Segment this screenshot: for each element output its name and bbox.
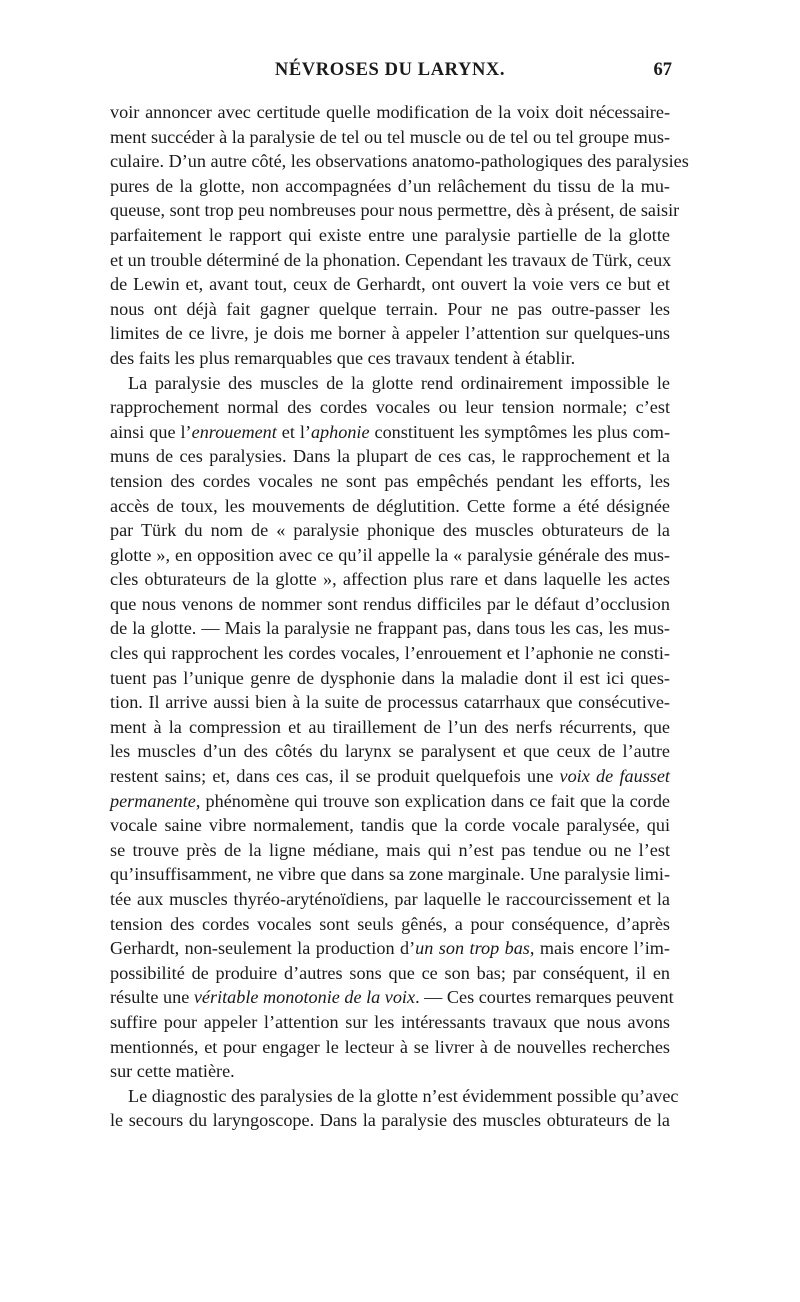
- text-line: [110, 936, 670, 961]
- text-line: se trouve près de la ligne médiane, mais qui n’est pas tendue ou ne l’est: [110, 839, 670, 860]
- text-span: . — Ces courtes remarques peuvent: [415, 987, 674, 1008]
- text-line: cles qui rapprochent les cordes vocales, l’enrouement et l’aphonie ne consti-: [110, 643, 670, 664]
- text-line: de la glotte. — Mais la paralysie ne frappant pas, dans tous les cas, les mus-: [110, 618, 670, 639]
- text-line: culaire. D’un autre côté, les observations anatomo-pathologiques des paralysies: [110, 151, 689, 172]
- text-span: restent sains; et, dans ces cas, il se produit quelquefois une: [110, 766, 560, 787]
- text-line: vocale saine vibre normalement, tandis que la corde vocale paralysée, qui: [110, 815, 670, 836]
- text-line: possibilité de produire d’autres sons que ce son bas; par conséquent, il en: [110, 962, 670, 983]
- italic-text: enrouement: [191, 421, 277, 442]
- text-span: et l’: [276, 421, 311, 442]
- text-line: pures de la glotte, non accompagnées d’un relâchement du tissu de la mu-: [110, 175, 670, 196]
- italic-text: voix de fausset: [559, 766, 670, 787]
- page-header: [110, 60, 670, 88]
- text-line: [110, 985, 674, 1010]
- text-line: sur cette matière.: [110, 1061, 235, 1082]
- text-line: suffire pour appeler l’attention sur les intéressants travaux que nous avons: [110, 1011, 670, 1032]
- text-span: Gerhardt, non-seulement la production d’: [110, 938, 416, 959]
- text-line: [110, 420, 670, 445]
- text-line: tuent pas l’unique genre de dysphonie dans la maladie dont il est ici ques-: [110, 667, 670, 688]
- italic-text: véritable monotonie de la voix: [193, 987, 416, 1008]
- text-span: constituent les symptômes les plus com-: [369, 421, 670, 442]
- text-line: Le diagnostic des paralysies de la glotte n’est évidemment possible qu’avec: [128, 1085, 679, 1106]
- italic-text: un son trop bas: [415, 938, 530, 959]
- text-line: tension des cordes vocales sont seuls gênés, a pour conséquence, d’après: [110, 913, 670, 934]
- text-line: qu’insuffisamment, ne vibre que dans sa zone marginale. Une paralysie limi-: [110, 864, 670, 885]
- body-text: [110, 100, 689, 1133]
- text-line: ment à la compression et au tiraillement de l’un des nerfs récurrents, que: [110, 716, 670, 737]
- text-line: rapprochement normal des cordes vocales ou leur tension normale; c’est: [110, 397, 670, 418]
- text-line: [110, 764, 670, 789]
- text-span: , phénomène qui trouve son explication dans ce fait que la corde: [195, 790, 670, 811]
- text-span: résulte une: [110, 987, 194, 1008]
- text-line: queuse, sont trop peu nombreuses pour nous permettre, dès à présent, de saisir: [110, 200, 680, 221]
- text-line: les muscles d’un des côtés du larynx se paralysent et que ceux de l’autre: [110, 741, 670, 762]
- text-line: La paralysie des muscles de la glotte rend ordinairement impossible le: [128, 372, 670, 393]
- text-line: [110, 789, 670, 814]
- running-title: NÉVROSES DU LARYNX.: [274, 60, 506, 80]
- text-line: voir annoncer avec certitude quelle modification de la voix doit nécessaire-: [110, 102, 670, 122]
- text-span: ainsi que l’: [110, 421, 192, 442]
- text-line: des faits les plus remarquables que ces travaux tendent à établir.: [110, 347, 576, 368]
- page-number: 67: [653, 60, 672, 80]
- text-span: , mais encore l’im-: [529, 938, 670, 959]
- text-line: tée aux muscles thyréo-aryténoïdiens, par laquelle le raccourcissement et la: [110, 889, 670, 909]
- text-line: glotte », en opposition avec ce qu’il appelle la « paralysie générale des mus-: [110, 544, 670, 565]
- italic-text: aphonie: [310, 421, 370, 442]
- text-line: limites de ce livre, je dois me borner à appeler l’attention sur quelques-uns: [110, 323, 670, 344]
- text-line: ment succéder à la paralysie de tel ou tel muscle ou de tel ou tel groupe mus-: [110, 126, 670, 147]
- text-line: de Lewin et, avant tout, ceux de Gerhardt, ont ouvert la voie vers ce but et: [110, 274, 670, 295]
- text-line: parfaitement le rapport qui existe entre une paralysie partielle de la glotte: [110, 224, 670, 245]
- text-line: que nous venons de nommer sont rendus difficiles par le défaut d’occlusion: [110, 593, 670, 614]
- text-line: mentionnés, et pour engager le lecteur à se livrer à de nouvelles recherches: [110, 1036, 670, 1057]
- italic-text: permanente: [110, 790, 196, 811]
- text-line: accès de toux, les mouvements de déglutition. Cette forme a été désignée: [110, 495, 670, 516]
- text-line: muns de ces paralysies. Dans la plupart de ces cas, le rapprochement et la: [110, 446, 670, 467]
- text-line: et un trouble déterminé de la phonation. Cependant les travaux de Türk, ceux: [110, 249, 672, 270]
- text-line: cles obturateurs de la glotte », affection plus rare et dans laquelle les actes: [110, 569, 670, 590]
- text-line: le secours du laryngoscope. Dans la paralysie des muscles obturateurs de la: [110, 1110, 670, 1131]
- text-line: nous ont déjà fait gagner quelque terrain. Pour ne pas outre-passer les: [110, 298, 670, 319]
- text-line: tension des cordes vocales ne sont pas empêchés pendant les efforts, les: [110, 470, 670, 491]
- text-line: tion. Il arrive aussi bien à la suite de processus catarrhaux que consécutive-: [110, 692, 670, 713]
- text-line: par Türk du nom de « paralysie phonique des muscles obturateurs de la: [110, 520, 670, 541]
